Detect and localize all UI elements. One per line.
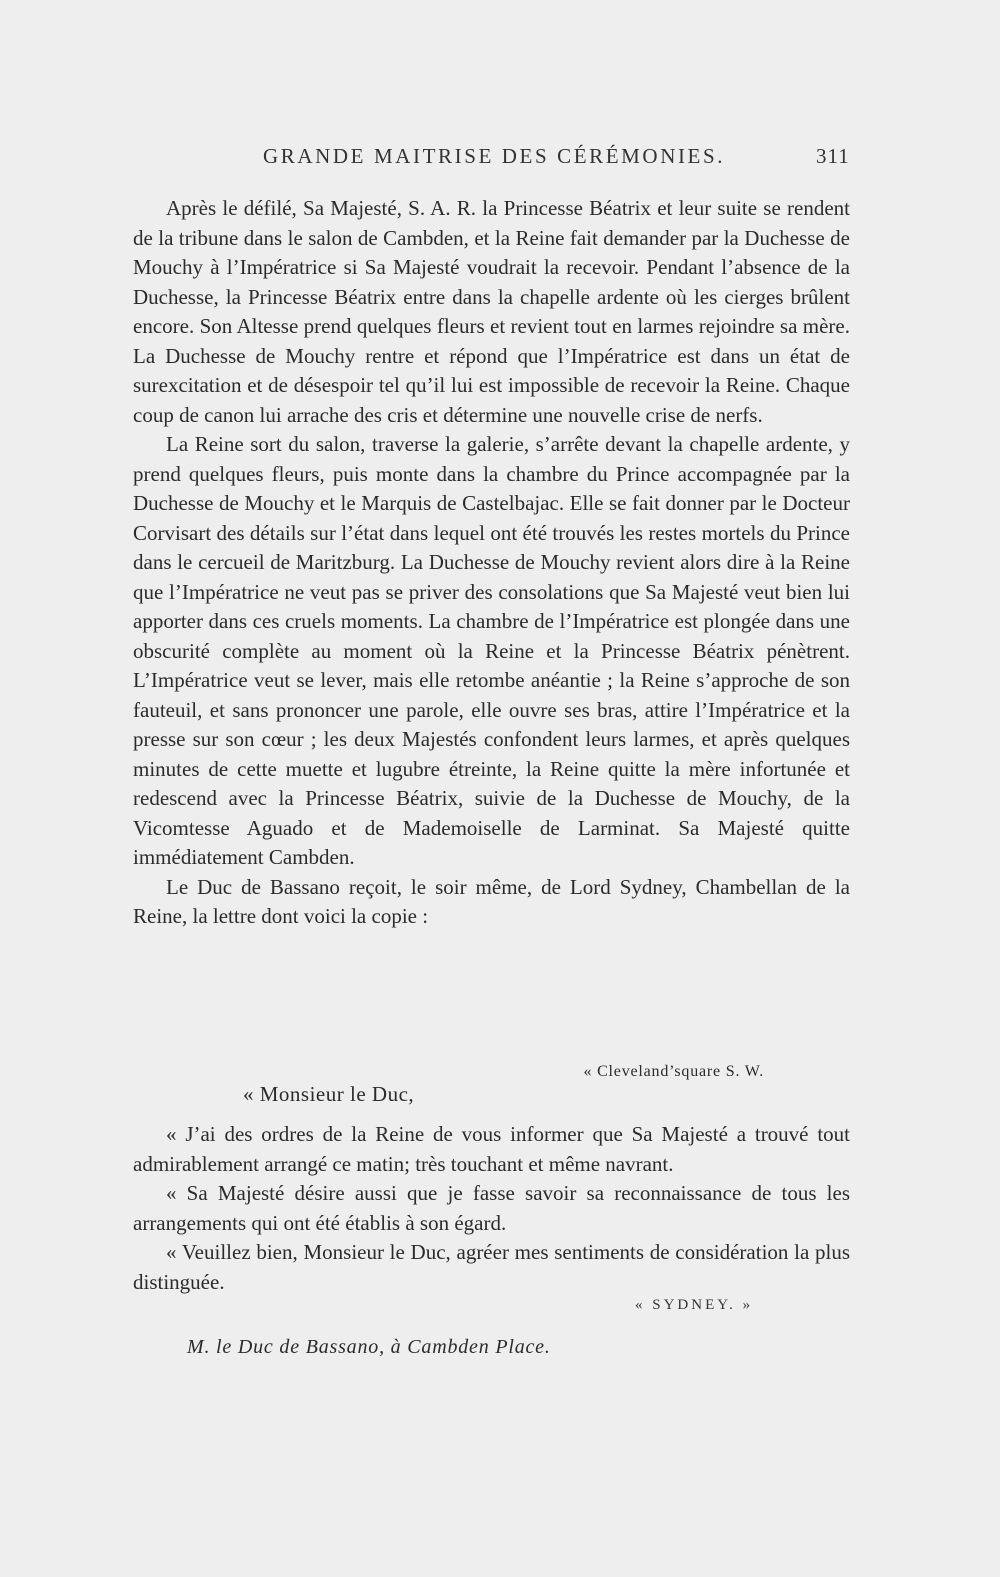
letter-salutation: « Monsieur le Duc, <box>243 1082 415 1106</box>
letter-signature: « SYDNEY. » <box>635 1297 754 1313</box>
page-number: 311 <box>816 144 850 168</box>
running-head <box>0 144 1000 174</box>
paragraph: La Reine sort du salon, traverse la galerie, s’arrête devant la chapelle ardente, y prend quelques fleurs, puis monte dans la chambre du Prince accompagnée par la Duchesse de Mouchy et le Marquis de Castelbajac. Elle se fait donner par le Docteur Corvisart des détails sur l’état dans lequel ont été trouvés les restes mortels du Prince dans le cercueil de Maritzburg. La Duchesse de Mouchy revient alors dire à la Reine que l’Impératrice ne veut pas se priver des consolations que Sa Majesté veut bien lui apporter dans ces cruels moments. La chambre de l’Impératrice est plongée dans une obscurité complète au moment où la Reine et la Princesse Béatrix pénètrent. L’Impératrice veut se lever, mais elle retombe anéantie ; la Reine s’approche de son fauteuil, et sans prononcer une parole, elle ouvre ses bras, attire l’Impératrice et la presse sur son cœur ; les deux Majestés confondent leurs larmes, et après quelques minutes de cette muette et lugubre étreinte, la Reine quitte la mère infortunée et redescend avec la Princesse Béatrix, suivie de la Duchesse de Mouchy, de la Vicomtesse Aguado et de Mademoiselle de Larminat. Sa Majesté quitte immédiatement Cambden. <box>133 432 850 869</box>
paragraph: Le Duc de Bassano reçoit, le soir même, de Lord Sydney, Chambellan de la Reine, la lettre dont voici la copie : <box>133 874 850 928</box>
letter-body <box>133 1120 850 1297</box>
letter-paragraph: « Sa Majesté désire aussi que je fasse savoir sa reconnaissance de tous les arrangements qui ont été établis à son égard. <box>133 1181 850 1235</box>
body-text <box>133 194 850 932</box>
letter-recipient: M. le Duc de Bassano, à Cambden Place. <box>187 1336 551 1358</box>
letter-paragraph: « J’ai des ordres de la Reine de vous informer que Sa Majesté a trouvé tout admirablement arrangé ce matin; très touchant et même navrant. <box>133 1122 850 1176</box>
letter-address: « Cleveland’square S. W. <box>583 1063 764 1080</box>
running-title: GRANDE MAITRISE DES CÉRÉMONIES. <box>263 144 726 168</box>
letter-paragraph: « Veuillez bien, Monsieur le Duc, agréer mes sentiments de considération la plus distinguée. <box>133 1240 850 1294</box>
paragraph: Après le défilé, Sa Majesté, S. A. R. la Princesse Béatrix et leur suite se rendent de la tribune dans le salon de Cambden, et la Reine fait demander par la Duchesse de Mouchy à l’Impératrice si Sa Majesté voudrait la recevoir. Pendant l’absence de la Duchesse, la Princesse Béatrix entre dans la chapelle ardente où les cierges brûlent encore. Son Altesse prend quelques fleurs et revient tout en larmes rejoindre sa mère. La Duchesse de Mouchy rentre et répond que l’Impératrice est dans un état de surexcitation et de désespoir tel qu’il lui est impossible de recevoir la Reine. Chaque coup de canon lui arrache des cris et détermine une nouvelle crise de nerfs. <box>133 196 850 427</box>
